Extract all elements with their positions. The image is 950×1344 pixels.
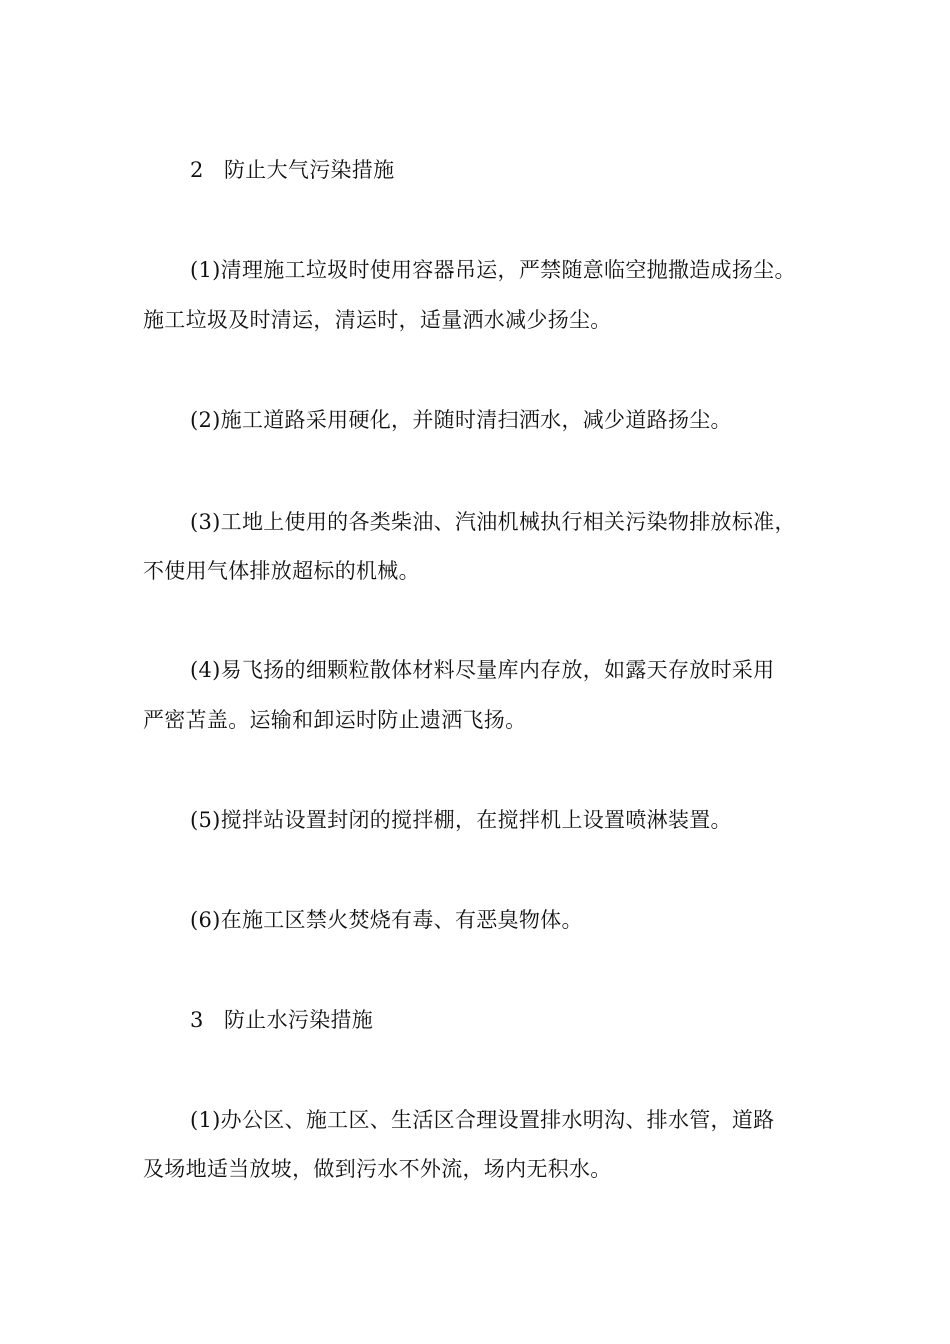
section-number: 3 [190,1008,204,1032]
paragraph-line: 施工垃圾及时清运，清运时，适量洒水减少扬尘。 [143,308,612,332]
paragraph-line: (1)清理施工垃圾时使用容器吊运，严禁随意临空抛撒造成扬尘。 [190,258,796,282]
paragraph-line: (2)施工道路采用硬化，并随时清扫洒水，减少道路扬尘。 [190,408,732,432]
section-heading [190,1006,373,1034]
paragraph-line: 不使用气体排放超标的机械。 [143,559,420,583]
paragraph-line: (3)工地上使用的各类柴油、汽油机械执行相关污染物排放标准， [190,510,796,534]
paragraph-line: (5)搅拌站设置封闭的搅拌棚，在搅拌机上设置喷淋装置。 [190,808,732,832]
paragraph-line: 及场地适当放坡，做到污水不外流，场内无积水。 [143,1157,612,1181]
paragraph-line: 严密苫盖。运输和卸运时防止遗洒飞扬。 [143,708,527,732]
section-title: 防止水污染措施 [224,1008,374,1032]
section-heading [190,156,394,184]
paragraph-line: (1)办公区、施工区、生活区合理设置排水明沟、排水管，道路 [190,1108,775,1132]
section-title: 防止大气污染措施 [224,158,395,182]
paragraph-line: (6)在施工区禁火焚烧有毒、有恶臭物体。 [190,908,583,932]
paragraph-line: (4)易飞扬的细颗粒散体材料尽量库内存放，如露天存放时采用 [190,658,775,682]
section-number: 2 [190,158,204,182]
